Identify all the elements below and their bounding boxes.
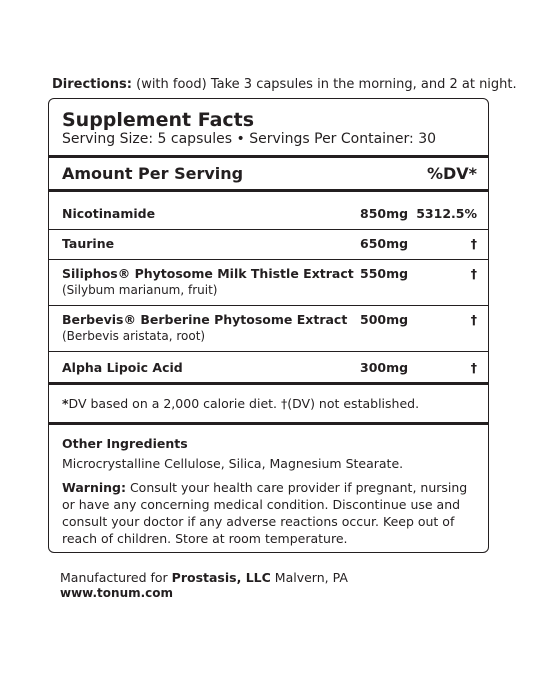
ingredient-dv: † [470, 266, 477, 281]
ingredient-amount: 550mg [360, 266, 409, 281]
ingredient-source: (Berbevis aristata, root) [62, 329, 206, 343]
ingredient-name: Nicotinamide [62, 206, 156, 221]
footnote-star: * [62, 396, 69, 411]
footnote-divider [49, 422, 488, 425]
manufacturer-prefix: Manufactured for [60, 570, 172, 585]
website-link[interactable]: www.tonum.com [60, 586, 174, 600]
ingredient-name: Taurine [62, 236, 115, 251]
ingredient-dv: † [470, 236, 477, 251]
ingredient-amount: 850mg [360, 206, 409, 221]
table-bottom-divider [49, 382, 488, 385]
row-divider [49, 305, 488, 306]
warning-line: Consult your health care provider if pregnant, nursing [125, 480, 468, 495]
ingredient-dv: 5312.5% [416, 206, 477, 221]
footnote-text: DV based on a 2,000 calorie diet. †(DV) not established. [68, 396, 420, 411]
ingredient-amount: 650mg [360, 236, 409, 251]
serving-info: Serving Size: 5 capsules • Servings Per Container: 30 [62, 131, 437, 147]
ingredient-amount: 300mg [360, 360, 409, 375]
warning-label: Warning: [62, 480, 126, 495]
ingredient-amount: 500mg [360, 312, 409, 327]
ingredient-name: Alpha Lipoic Acid [62, 360, 183, 375]
warning-text [62, 479, 482, 547]
manufacturer-line [60, 569, 348, 586]
row-divider [49, 351, 488, 352]
directions-text [52, 76, 517, 94]
dv-footnote [62, 395, 419, 412]
warning-line: reach of children. Store at room temperature. [62, 531, 348, 546]
warning-line: consult your doctor if any adverse reactions occur. Keep out of [62, 514, 455, 529]
supplement-facts-panel [48, 98, 489, 553]
manufacturer-location: Malvern, PA [270, 570, 348, 585]
header-divider [49, 155, 488, 158]
column-header-divider [49, 189, 488, 192]
dv-header: %DV* [426, 164, 477, 183]
ingredient-dv: † [470, 360, 477, 375]
row-divider [49, 259, 488, 260]
amount-per-serving-header: Amount Per Serving [62, 164, 244, 183]
directions-label: Directions: [52, 77, 132, 92]
other-ingredients-text: Microcrystalline Cellulose, Silica, Magnesium Stearate. [62, 456, 404, 471]
other-ingredients-heading: Other Ingredients [62, 436, 188, 451]
row-divider [49, 229, 488, 230]
panel-title: Supplement Facts [62, 109, 255, 131]
warning-line: or have any concerning medical condition. Discontinue use and [62, 497, 461, 512]
ingredient-source: (Silybum marianum, fruit) [62, 283, 218, 297]
ingredient-dv: † [470, 312, 477, 327]
ingredient-name: Siliphos® Phytosome Milk Thistle Extract [62, 266, 354, 281]
manufacturer-company: Prostasis, LLC [171, 570, 271, 585]
directions-body: (with food) Take 3 capsules in the morning, and 2 at night. [131, 77, 517, 92]
ingredient-name: Berbevis® Berberine Phytosome Extract [62, 312, 348, 327]
